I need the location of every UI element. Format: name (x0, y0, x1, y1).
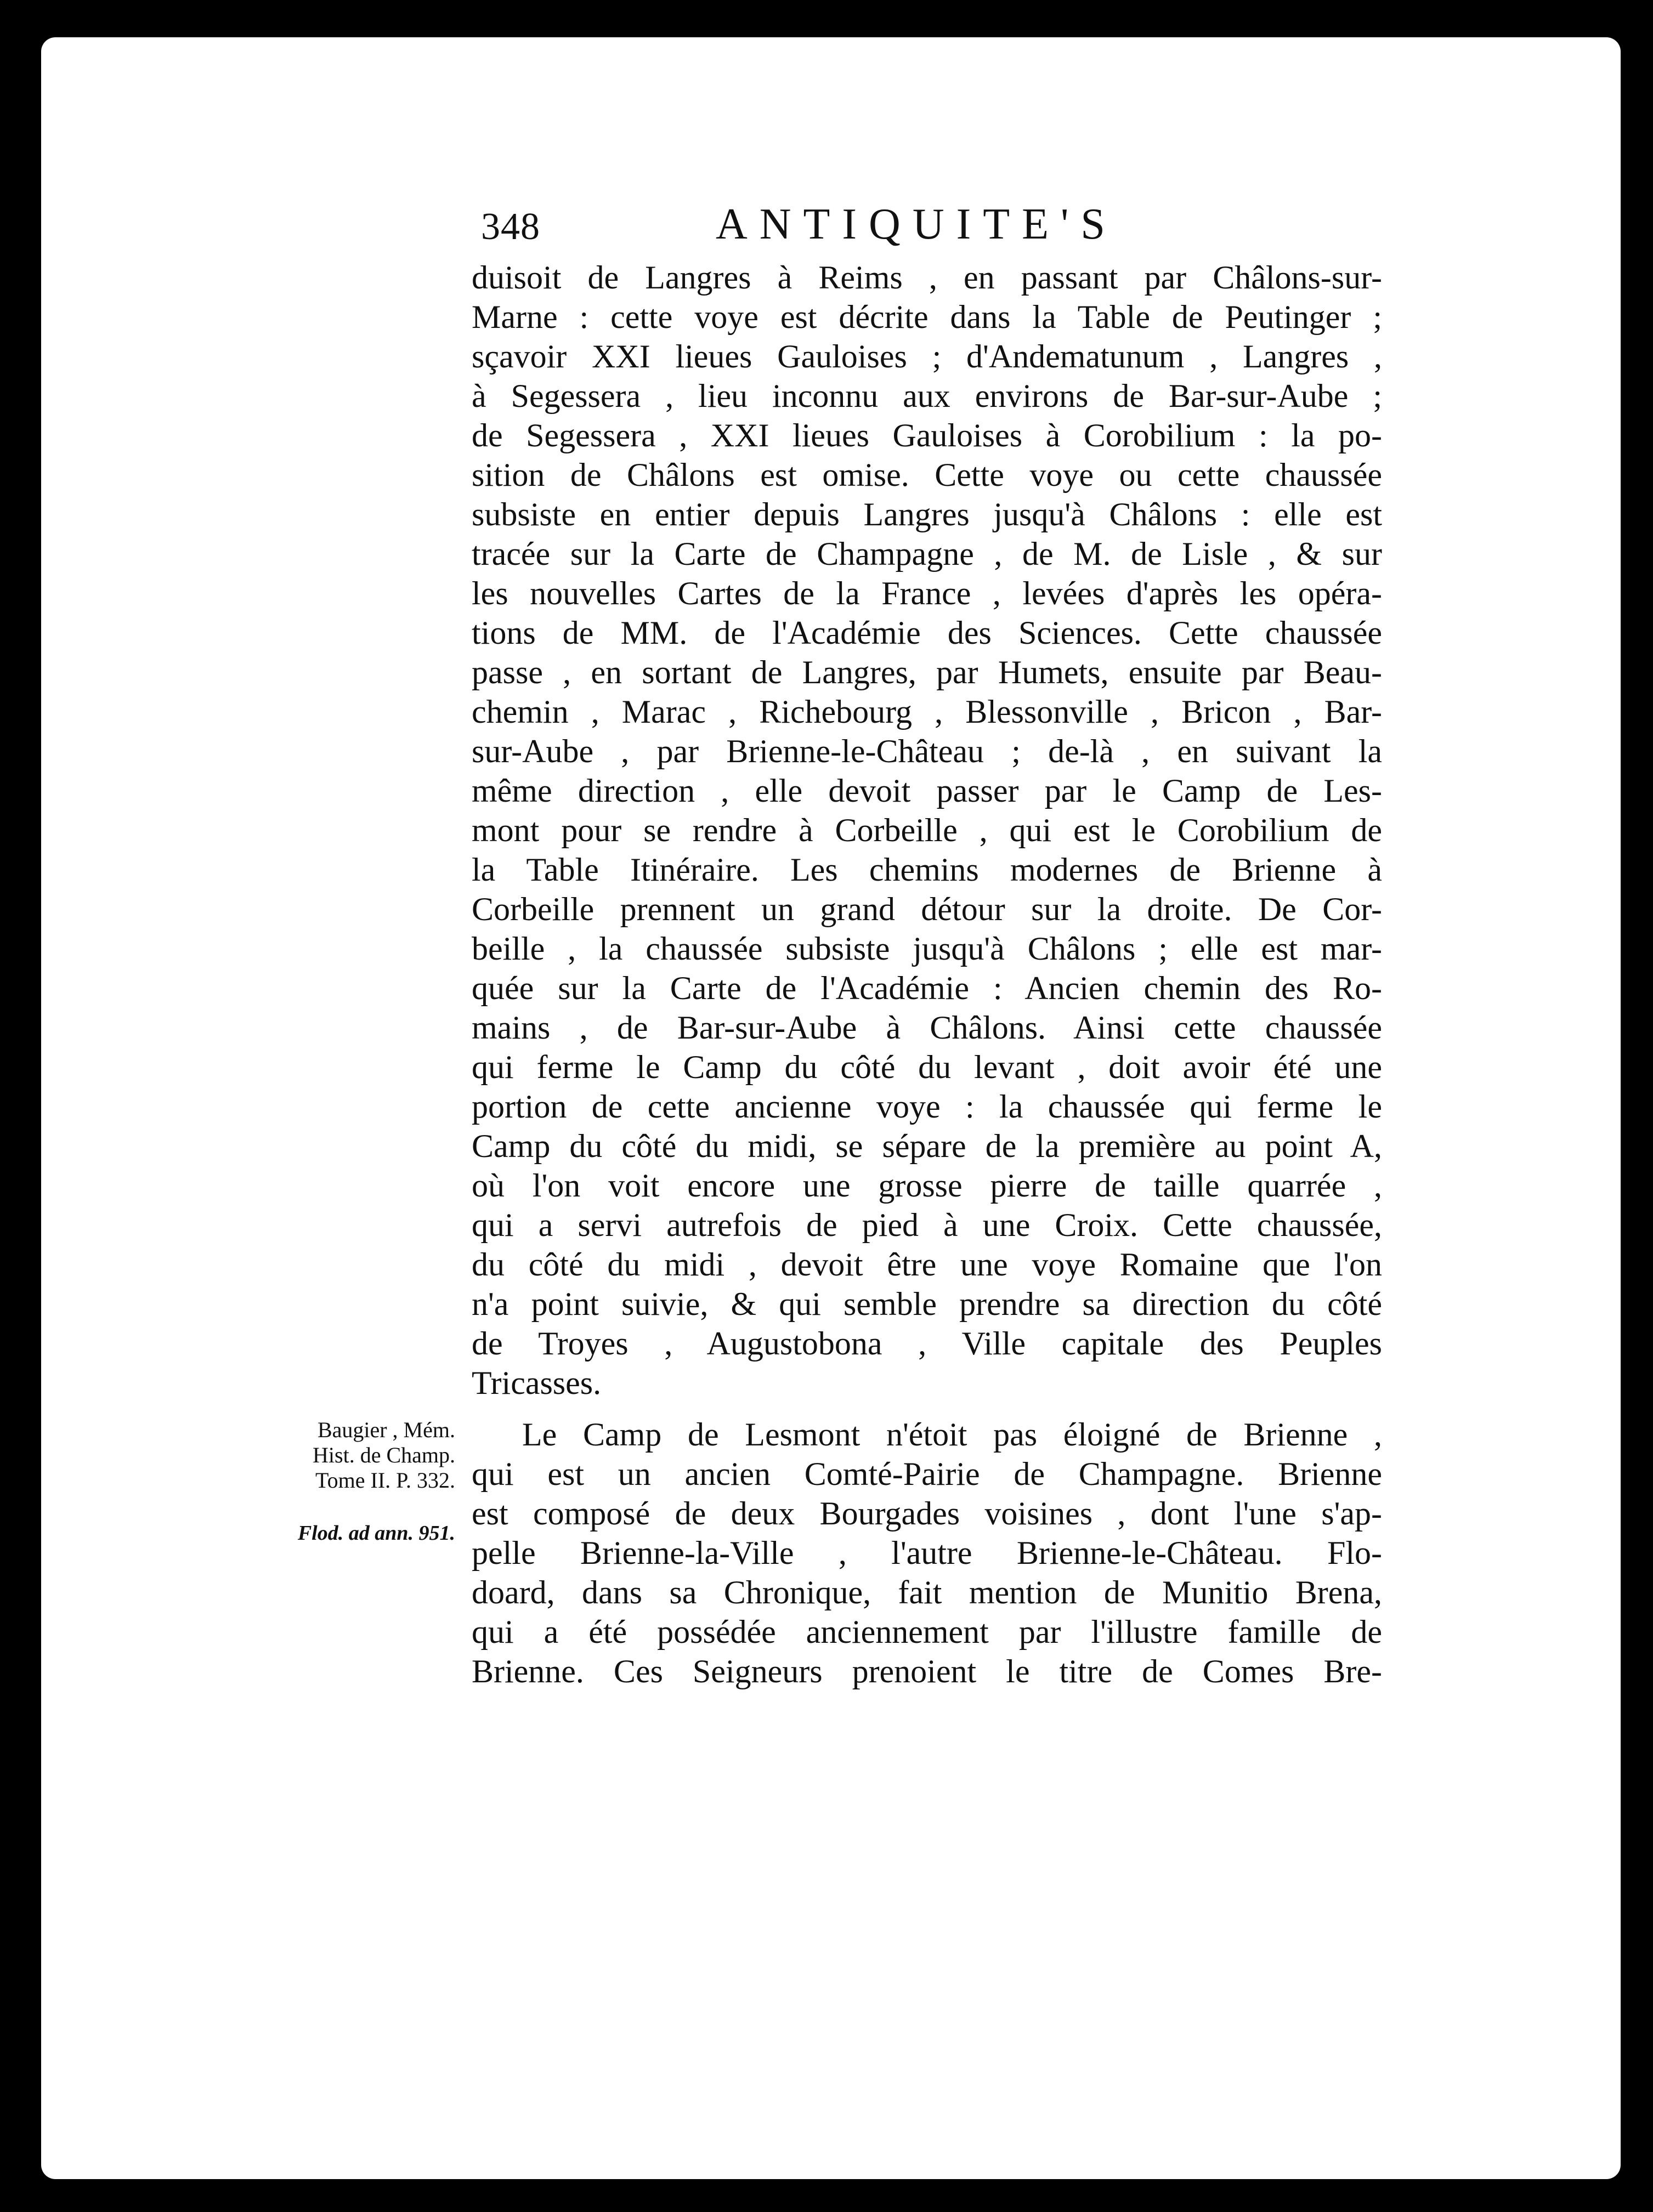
text-line: Corbeille prennent un grand détour sur la droite. De Cor- (472, 891, 1382, 927)
text-line: sçavoir XXI lieues Gauloises ; d'Andematunum , Langres , (472, 338, 1382, 375)
paragraph-line: est composé de deux Bourgades voisines , dont l'une s'ap- (472, 1495, 1382, 1532)
text-line: chemin , Marac , Richebourg , Blessonville , Bricon , Bar- (472, 694, 1382, 730)
page-number: 348 (481, 206, 540, 248)
paragraph-line: Brienne. Ces Seigneurs prenoient le titre de Comes Bre- (472, 1653, 1382, 1689)
text-line: de Troyes , Augustobona , Ville capitale des Peuples (472, 1325, 1382, 1362)
text-line: mains , de Bar-sur-Aube à Châlons. Ainsi cette chaussée (472, 1009, 1382, 1046)
text-line: même direction , elle devoit passer par le Camp de Les- (472, 773, 1382, 809)
margin-note-flodoard: Flod. ad ann. 951. (297, 1522, 455, 1545)
running-title: ANTIQUITE'S (716, 200, 1117, 248)
text-line: sition de Châlons est omise. Cette voye ou cette chaussée (472, 457, 1382, 493)
paragraph-line: qui est un ancien Comté-Pairie de Champagne. Brienne (472, 1456, 1382, 1492)
text-line: passe , en sortant de Langres, par Humets, ensuite par Beau- (472, 654, 1382, 690)
text-line: n'a point suivie, & qui semble prendre sa direction du côté (472, 1286, 1382, 1322)
text-line: la Table Itinéraire. Les chemins modernes de Brienne à (472, 852, 1382, 888)
text-line: beille , la chaussée subsiste jusqu'à Châlons ; elle est mar- (472, 931, 1382, 967)
text-line: Tricasses. (472, 1365, 602, 1401)
text-line: les nouvelles Cartes de la France , levées d'après les opéra- (472, 575, 1382, 611)
text-line: qui a servi autrefois de pied à une Croix. Cette chaussée, (472, 1207, 1382, 1243)
text-line: mont pour se rendre à Corbeille , qui est le Corobilium de (472, 812, 1382, 848)
paragraph-line: pelle Brienne-la-Ville , l'autre Brienne-le-Château. Flo- (472, 1535, 1382, 1571)
text-line: Marne : cette voye est décrite dans la Table de Peutinger ; (472, 299, 1382, 335)
margin-note-line: Baugier , Mém. (317, 1417, 455, 1442)
text-line: où l'on voit encore une grosse pierre de taille quarrée , (472, 1167, 1382, 1204)
text-line: tions de MM. de l'Académie des Sciences. Cette chaussée (472, 615, 1382, 651)
margin-note-line: Hist. de Champ. (313, 1443, 455, 1467)
text-line: tracée sur la Carte de Champagne , de M. de Lisle , & sur (472, 536, 1382, 572)
text-line: subsiste en entier depuis Langres jusqu'à Châlons : elle est (472, 496, 1382, 532)
main-text (472, 258, 1382, 1691)
text-line: duisoit de Langres à Reims , en passant par Châlons-sur- (472, 259, 1382, 296)
text-line: quée sur la Carte de l'Académie : Ancien chemin des Ro- (472, 970, 1382, 1006)
text-line: qui ferme le Camp du côté du levant , doit avoir été une (472, 1049, 1382, 1085)
margin-notes (230, 1417, 455, 1546)
paragraph-line: qui a été possédée anciennement par l'illustre famille de (472, 1614, 1382, 1650)
margin-note-line: Tome II. P. 332. (315, 1468, 455, 1493)
paragraph-line: Le Camp de Lesmont n'étoit pas éloigné de Brienne , (522, 1416, 1382, 1453)
text-line: de Segessera , XXI lieues Gauloises à Corobilium : la po- (472, 417, 1382, 453)
text-line: sur-Aube , par Brienne-le-Château ; de-là , en suivant la (472, 733, 1382, 769)
text-line: portion de cette ancienne voye : la chaussée qui ferme le (472, 1088, 1382, 1125)
paragraph-line: doard, dans sa Chronique, fait mention de Munitio Brena, (472, 1574, 1382, 1610)
text-line: du côté du midi , devoit être une voye Romaine que l'on (472, 1246, 1382, 1283)
running-head (441, 192, 1384, 258)
text-line: Camp du côté du midi, se sépare de la première au point A, (472, 1128, 1382, 1164)
text-line: à Segessera , lieu inconnu aux environs de Bar-sur-Aube ; (472, 378, 1382, 414)
